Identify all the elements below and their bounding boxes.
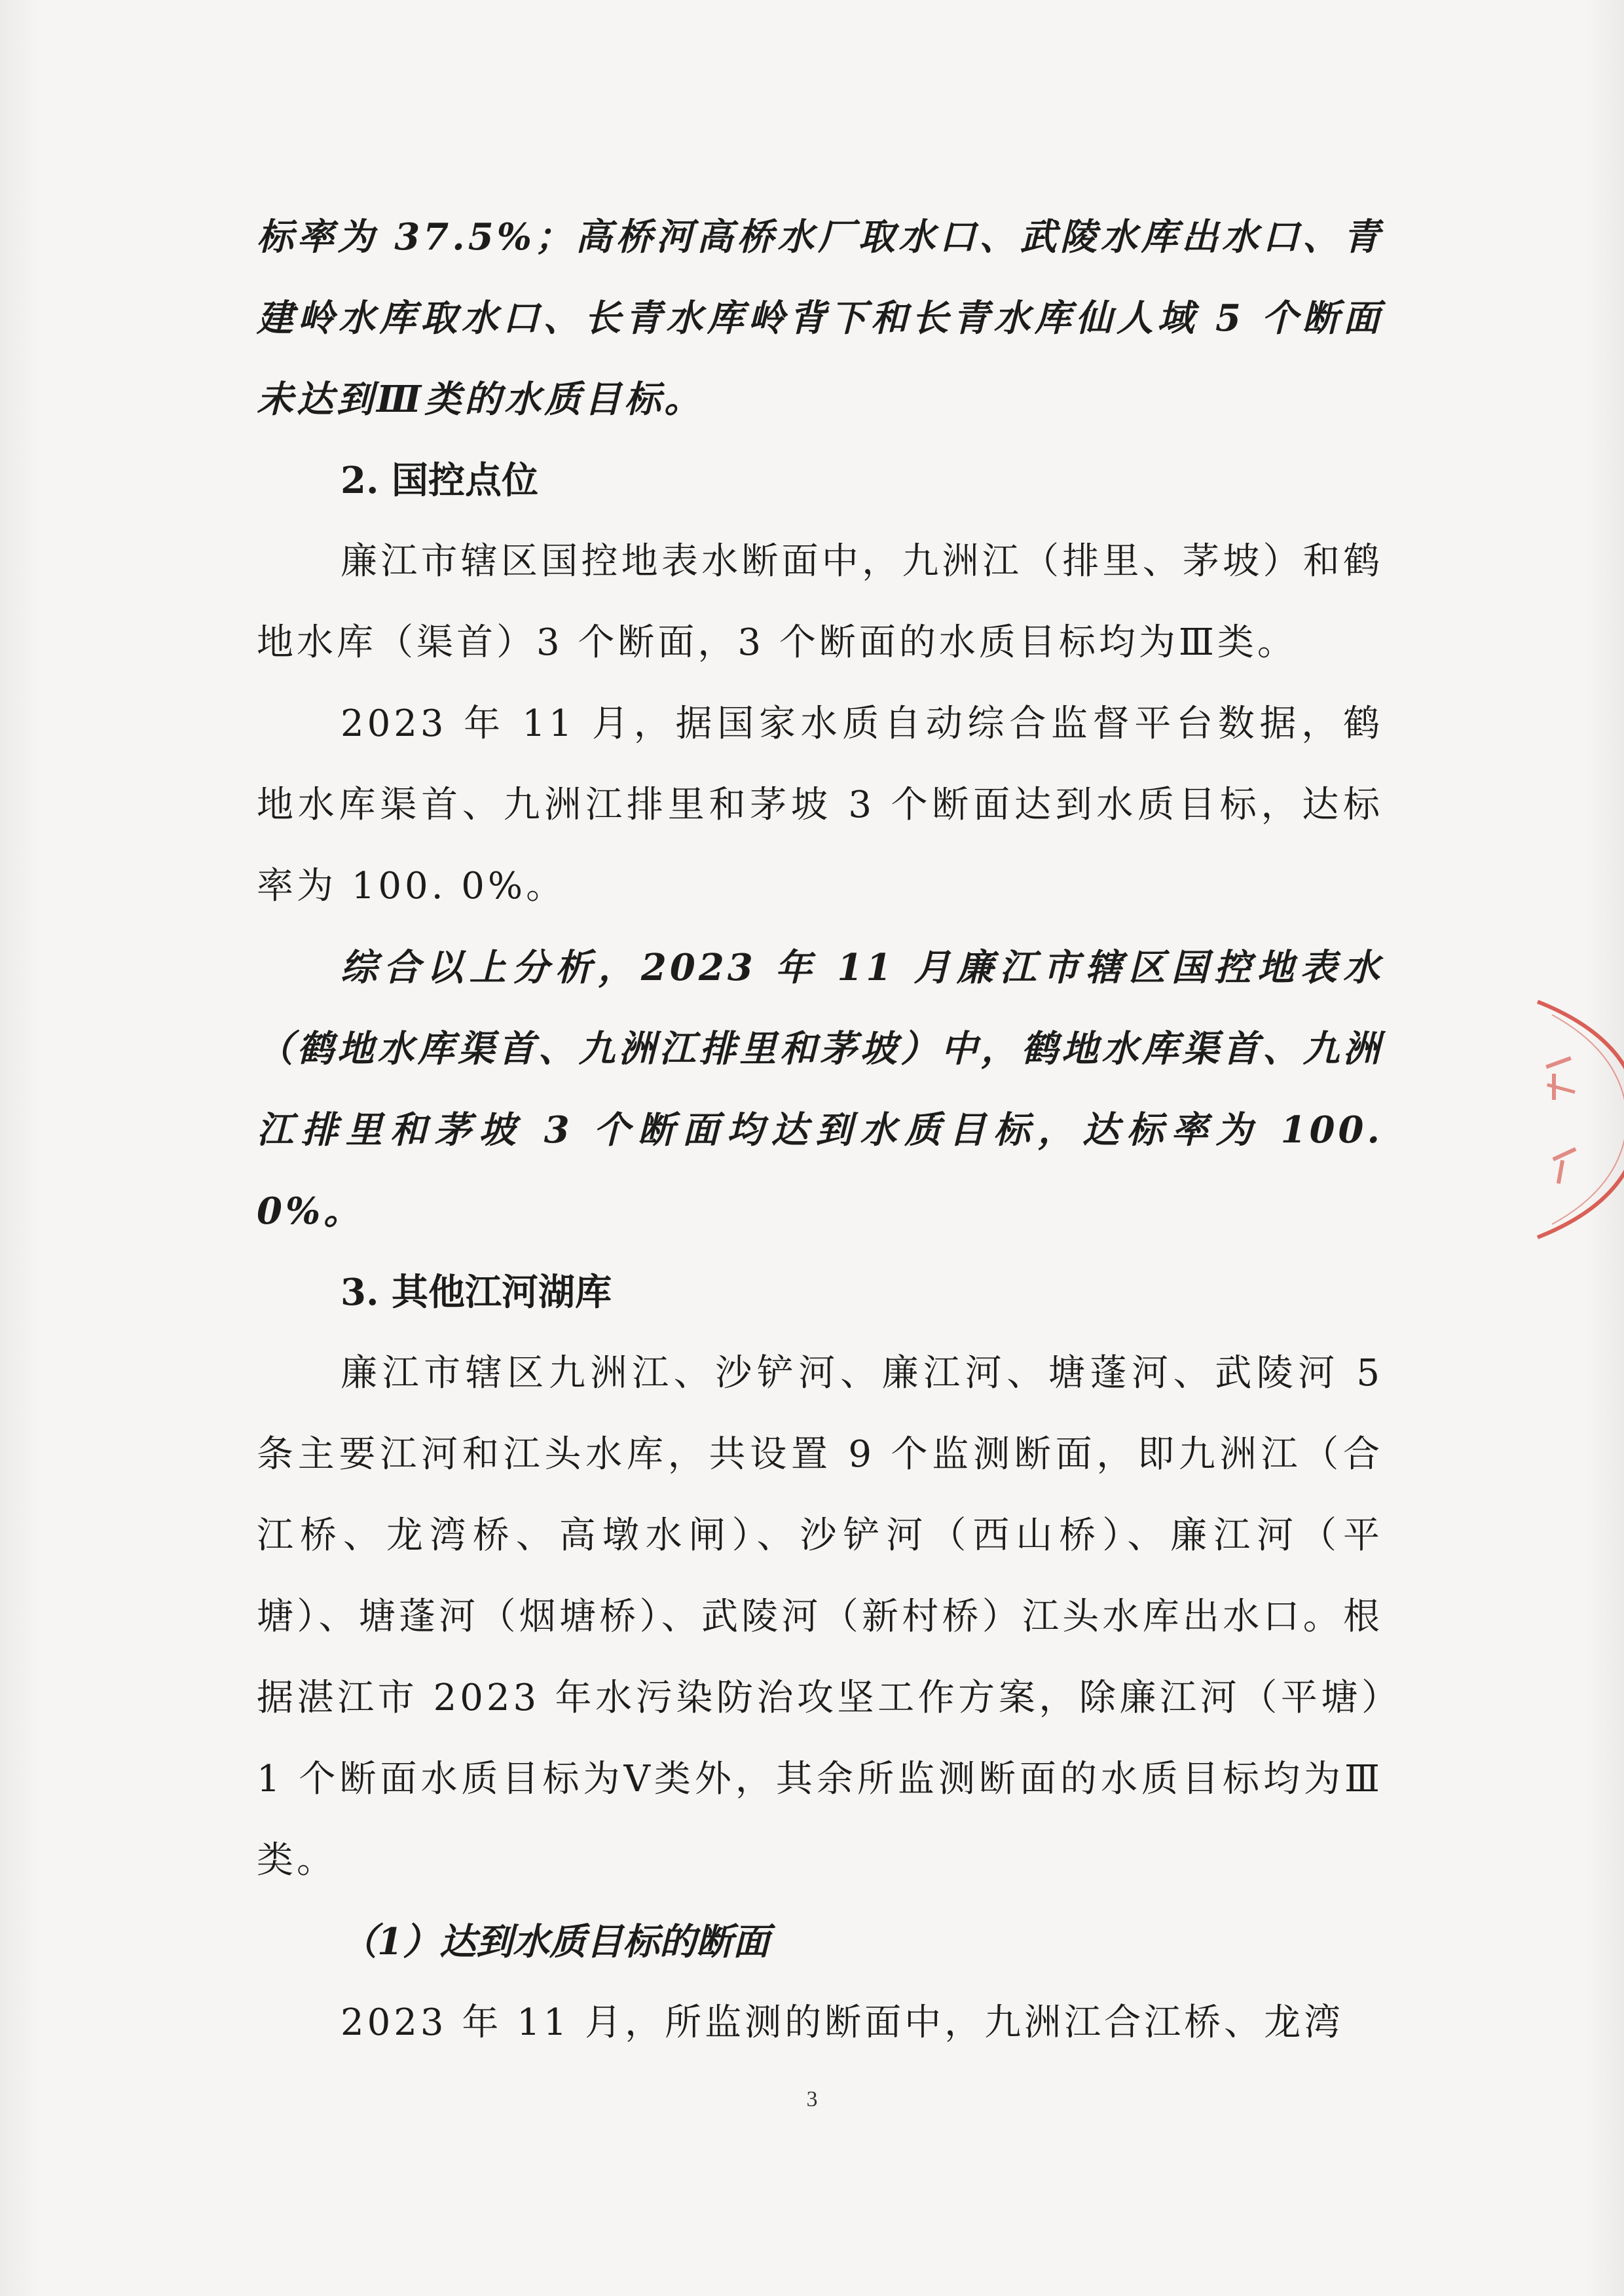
heading-national-control-points: 2. 国控点位 bbox=[341, 459, 538, 502]
paragraph-summary: 综合以上分析，2023 年 11 月廉江市辖区国控地表水（鹤地水库渠首、九洲江排里和茅坡）中，鹤地水库渠首、九洲江排里和茅坡 3 个断面均达到水质目标，达标率为 100. 0%。 bbox=[257, 946, 1383, 1233]
heading-sections-meeting-target: （1）达到水质目标的断面 bbox=[341, 1920, 769, 1963]
red-seal-stamp bbox=[1532, 989, 1624, 1250]
paragraph-national-sections: 廉江市辖区国控地表水断面中，九洲江（排里、茅坡）和鹤地水库（渠首）3 个断面，3 个断面的水质目标均为Ⅲ类。 bbox=[257, 540, 1383, 664]
paragraph-continued-rate: 标率为 37.5%；高桥河高桥水厂取水口、武陵水库出水口、青建岭水库取水口、长青水库岭背下和长青水库仙人域 5 个断面未达到Ⅲ类的水质目标。 bbox=[257, 215, 1383, 421]
heading-other-rivers: 3. 其他江河湖库 bbox=[341, 1271, 612, 1314]
paragraph-monitoring-sections: 廉江市辖区九洲江、沙铲河、廉江河、塘蓬河、武陵河 5 条主要江河和江头水库，共设置 9 个监测断面，即九洲江（合江桥、龙湾桥、高墩水闸）、沙铲河（西山桥）、廉江河（平塘）、塘蓬河（烟塘桥）、武陵河（新村桥）江头水库出水口。根据湛江市 2023 年水污染防治攻坚工作方案，除廉江河（平塘）1 个断面水质目标为Ⅴ类外，其余所监测断面的水质目标均为Ⅲ类。 bbox=[257, 1352, 1383, 1882]
paragraph-november-monitoring: 2023 年 11 月，所监测的断面中，九洲江合江桥、龙湾 bbox=[341, 2001, 1344, 2044]
paragraph-november-data: 2023 年 11 月，据国家水质自动综合监督平台数据，鹤地水库渠首、九洲江排里和茅坡 3 个断面达到水质目标，达标率为 100. 0%。 bbox=[257, 702, 1383, 907]
page-number: 3 bbox=[806, 2087, 818, 2111]
document-body bbox=[257, 196, 1383, 2064]
